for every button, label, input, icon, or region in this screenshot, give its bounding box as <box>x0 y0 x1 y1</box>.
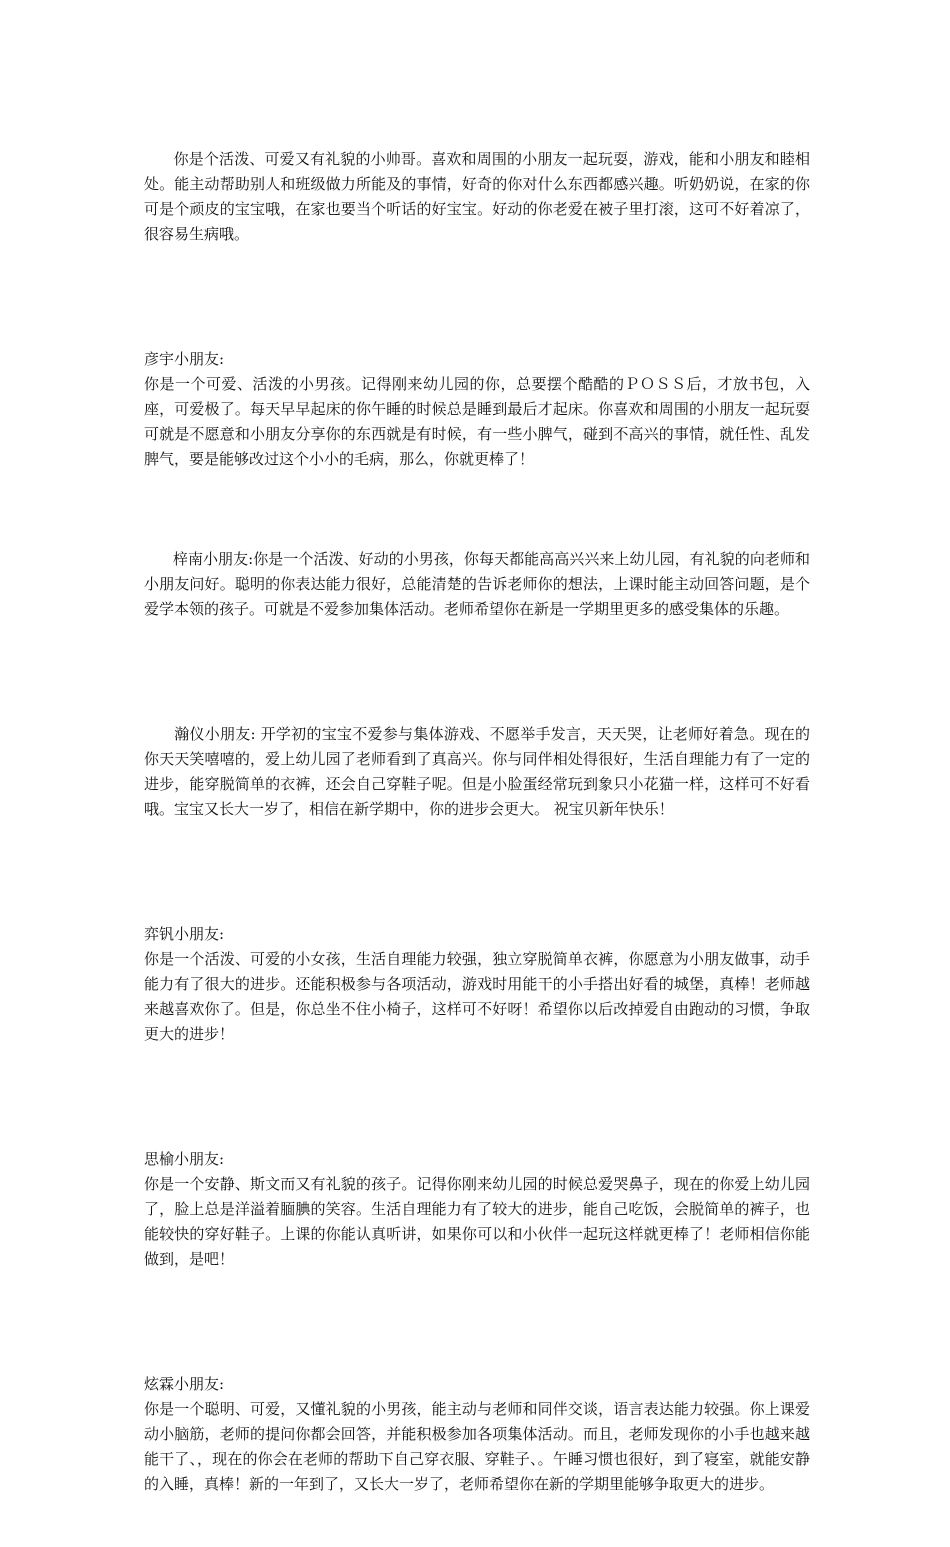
comment-paragraph-siyu <box>144 1097 810 1297</box>
paragraph-body: 你是一个安静、斯文而又有礼貌的孩子。记得你刚来幼儿园的时候总爱哭鼻子，现在的你爱上幼儿园了，脸上总是洋溢着腼腆的笑容。生活自理能力有了较大的进步，能自己吃饭，会脱简单的裤子，也能较快的穿好鞋子。上课的你能认真听讲，如果你可以和小伙伴一起玩这样就更棒了！老师相信你能做到，是吧！ <box>144 1175 810 1268</box>
paragraph-heading: 弈钒小朋友: <box>144 925 225 943</box>
comment-paragraph-xuanlin <box>144 1322 810 1522</box>
paragraph-body: 你是一个可爱、活泼的小男孩。记得刚来幼儿园的你，总要摆个酷酷的ＰＯＳＳ后，才放书包，入座，可爱极了。每天早早起床的你午睡的时候总是睡到最后才起床。你喜欢和周围的小朋友一起玩耍可就是不愿意和小朋友分享你的东西就是有时候，有一些小脾气，碰到不高兴的事情，就任性、乱发脾气，要是能够改过这个小小的毛病，那么，你就更棒了！ <box>144 375 810 468</box>
document-body <box>144 122 810 1547</box>
comment-paragraph-yifan <box>144 872 810 1072</box>
paragraph-body: 梓南小朋友:你是一个活泼、好动的小男孩，你每天都能高高兴兴来上幼儿园，有礼貌的向老师和小朋友问好。聪明的你表达能力很好，总能清楚的告诉老师你的想法，上课时能主动回答问题，是个爱学本领的孩子。可就是不爱参加集体活动。老师希望你在新是一学期里更多的感受集体的乐趣。 <box>144 550 811 618</box>
paragraph-body: 你是一个聪明、可爱，又懂礼貌的小男孩，能主动与老师和同伴交谈，语言表达能力较强。你上课爱动小脑筋，老师的提问你都会回答，并能积极参加各项集体活动。而且，老师发现你的小手也越来越能干了、，现在的你会在老师的帮助下自己穿衣服、穿鞋子、。午睡习惯也很好，到了寝室，就能安静的入睡，真棒！新的一年到了，又长大一岁了，老师希望你在新的学期里能够争取更大的进步。 <box>144 1400 810 1493</box>
comment-paragraph-zinan <box>144 522 810 647</box>
paragraph-heading: 思榆小朋友: <box>144 1150 225 1168</box>
comment-paragraph-1 <box>144 122 810 272</box>
paragraph-heading: 彦宇小朋友: <box>144 350 225 368</box>
comment-paragraph-hanyi <box>144 697 810 847</box>
paragraph-body: 瀚仪小朋友: 开学初的宝宝不爱参与集体游戏、不愿举手发言，天天哭，让老师好着急。现在的你天天笑嘻嘻的，爱上幼儿园了老师看到了真高兴。你与同伴相处得很好，生活自理能力有了一定的进步，能穿脱简单的衣裤，还会自己穿鞋子呢。但是小脸蛋经常玩到象只小花猫一样，这样可不好看哦。宝宝又长大一岁了，相信在新学期中，你的进步会更大。 祝宝贝新年快乐！ <box>144 725 811 818</box>
paragraph-body: 你是个活泼、可爱又有礼貌的小帅哥。喜欢和周围的小朋友一起玩耍，游戏，能和小朋友和睦相处。能主动帮助别人和班级做力所能及的事情，好奇的你对什么东西都感兴趣。听奶奶说，在家的你可是个顽皮的宝宝哦，在家也要当个听话的好宝宝。好动的你老爱在被子里打滚，这可不好着凉了，很容易生病哦。 <box>144 150 811 243</box>
paragraph-body: 你是一个活泼、可爱的小女孩，生活自理能力较强，独立穿脱简单衣裤，你愿意为小朋友做事，动手能力有了很大的进步。还能积极参与各项活动，游戏时用能干的小手搭出好看的城堡，真棒！老师越来越喜欢你了。但是，你总坐不住小椅子，这样可不好呀！希望你以后改掉爱自由跑动的习惯，争取更大的进步！ <box>144 950 810 1043</box>
paragraph-heading: 炫霖小朋友: <box>144 1375 225 1393</box>
comment-paragraph-yanyu <box>144 297 810 497</box>
